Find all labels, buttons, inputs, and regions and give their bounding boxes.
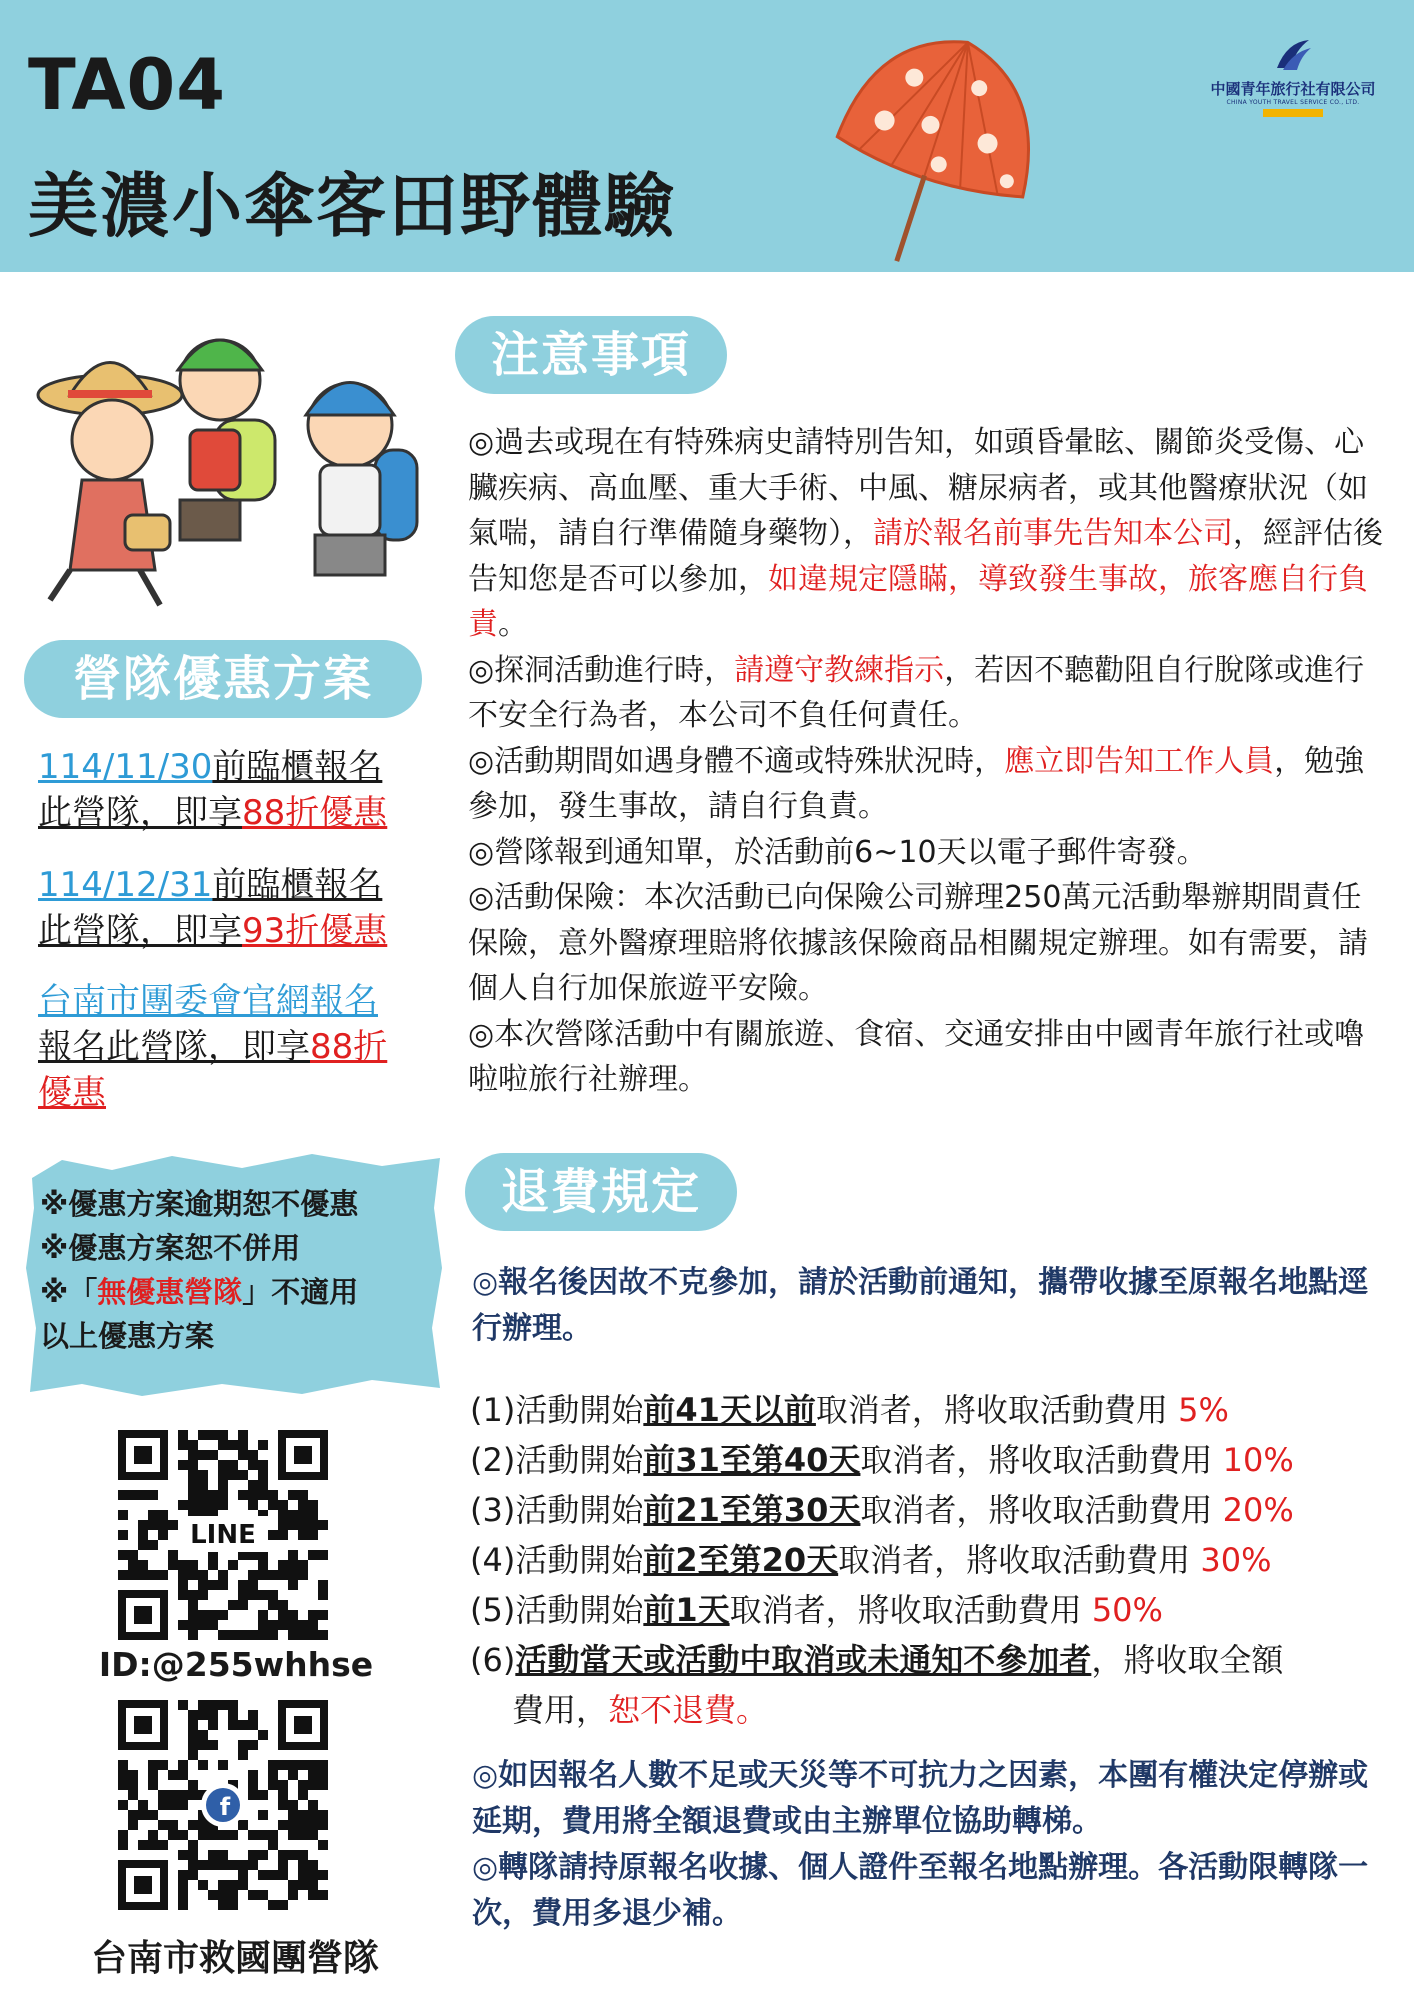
offer-1-date-link[interactable]: 114/11/30 — [38, 747, 213, 787]
promo-offer-1: 114/11/30前臨櫃報名 此營隊，即享88折優惠 — [38, 747, 388, 833]
header-banner — [0, 0, 1414, 272]
promo-heading: 營隊優惠方案 — [24, 640, 422, 718]
promo-offer-3: 台南市團委會官網報名 報名此營隊，即享88折 優惠 — [38, 981, 388, 1113]
refund-item-continued: 費用，恕不退費。 — [512, 1691, 769, 1729]
notice-body — [468, 420, 1388, 1103]
promo-notes: ※優惠方案逾期恕不優惠 ※優惠方案恕不併用 ※「無優惠營隊」不適用 以上優惠方案 — [40, 1187, 359, 1353]
refund-item: (6)活動當天或活動中取消或未通知不參加者，將收取全額 — [470, 1641, 1284, 1679]
notice-item-2: ◎探洞活動進行時，請遵守教練指示，若因不聽勸阻自行脫隊或進行不安全行為者，本公司不負任何責任。 — [468, 652, 1365, 733]
notice-item-4: ◎營隊報到通知單，於活動前6~10天以電子郵件寄發。 — [468, 834, 1207, 870]
notice-item-5: ◎活動保險：本次活動已向保險公司辦理250萬元活動舉辦期間責任保險，意外醫療理賠將依據該保險商品相關規定辦理。如有需要，請個人自行加保旅遊平安險。 — [468, 880, 1368, 1006]
umbrella-illustration — [790, 18, 1070, 268]
refund-foot-1: ◎如因報名人數不足或天災等不可抗力之因素，本團有權決定停辦或延期，費用將全額退費或由主辦單位協助轉梯。 — [472, 1758, 1369, 1839]
refund-item: (3)活動開始前21至第30天取消者，將收取活動費用 20% — [470, 1491, 1294, 1529]
refund-schedule — [470, 1385, 1390, 1735]
refund-heading: 退費規定 — [465, 1153, 737, 1231]
svg-text:f: f — [219, 1793, 231, 1821]
refund-foot-2: ◎轉隊請持原報名收據、個人證件至報名地點辦理。各活動限轉隊一次，費用多退少補。 — [472, 1850, 1369, 1931]
refund-intro: ◎報名後因故不克參加，請於活動前通知，攜帶收據至原報名地點逕行辦理。 — [472, 1265, 1369, 1346]
line-id: ID:@255whhse — [98, 1645, 374, 1684]
notice-item-1: ◎過去或現在有特殊病史請特別告知，如頭昏暈眩、關節炎受傷、心臟疾病、高血壓、重大手術、中風、糖尿病者，或其他醫療狀況（如氣喘，請自行準備隨身藥物），請於報名前事先告知本公司，經評估後告知您是否可以參加，如違規定隱瞞，導致發生事故，旅客應自行負責。 — [468, 425, 1383, 642]
page-title: 美濃小傘客田野體驗 — [28, 165, 676, 247]
official-site-link[interactable]: 台南市團委會官網報名 — [38, 981, 378, 1021]
refund-item: (2)活動開始前31至第40天取消者，將收取活動費用 10% — [470, 1441, 1294, 1479]
notice-item-6: ◎本次營隊活動中有關旅遊、食宿、交通安排由中國青年旅行社或嚕啦啦旅行社辦理。 — [468, 1016, 1365, 1097]
company-logo: 中國青年旅行社有限公司 CHINA YOUTH TRAVEL SERVICE CO., LTD. — [1196, 38, 1390, 117]
facebook-qr-code[interactable] — [118, 1700, 328, 1910]
organizer-name: 台南市救國團營隊 — [90, 1938, 379, 1979]
children-illustration — [30, 300, 420, 620]
refund-item: (1)活動開始前41天以前取消者，將收取活動費用 5% — [470, 1391, 1229, 1429]
promo-offer-2: 114/12/31前臨櫃報名 此營隊，即享93折優惠 — [38, 865, 388, 951]
camp-code: TA04 — [28, 44, 226, 126]
refund-item: (4)活動開始前2至第20天取消者，將收取活動費用 30% — [470, 1541, 1272, 1579]
notice-heading: 注意事項 — [455, 316, 727, 394]
line-label: LINE — [190, 1520, 256, 1550]
refund-footnotes — [472, 1753, 1382, 1937]
offer-2-date-link[interactable]: 114/12/31 — [38, 865, 213, 905]
refund-item: (5)活動開始前1天取消者，將收取活動費用 50% — [470, 1591, 1163, 1629]
logo-wing-icon — [1273, 38, 1313, 74]
notice-item-3: ◎活動期間如遇身體不適或特殊狀況時，應立即告知工作人員，勉強參加，發生事故，請自行負責。 — [468, 743, 1365, 824]
line-qr-code[interactable] — [118, 1430, 328, 1640]
